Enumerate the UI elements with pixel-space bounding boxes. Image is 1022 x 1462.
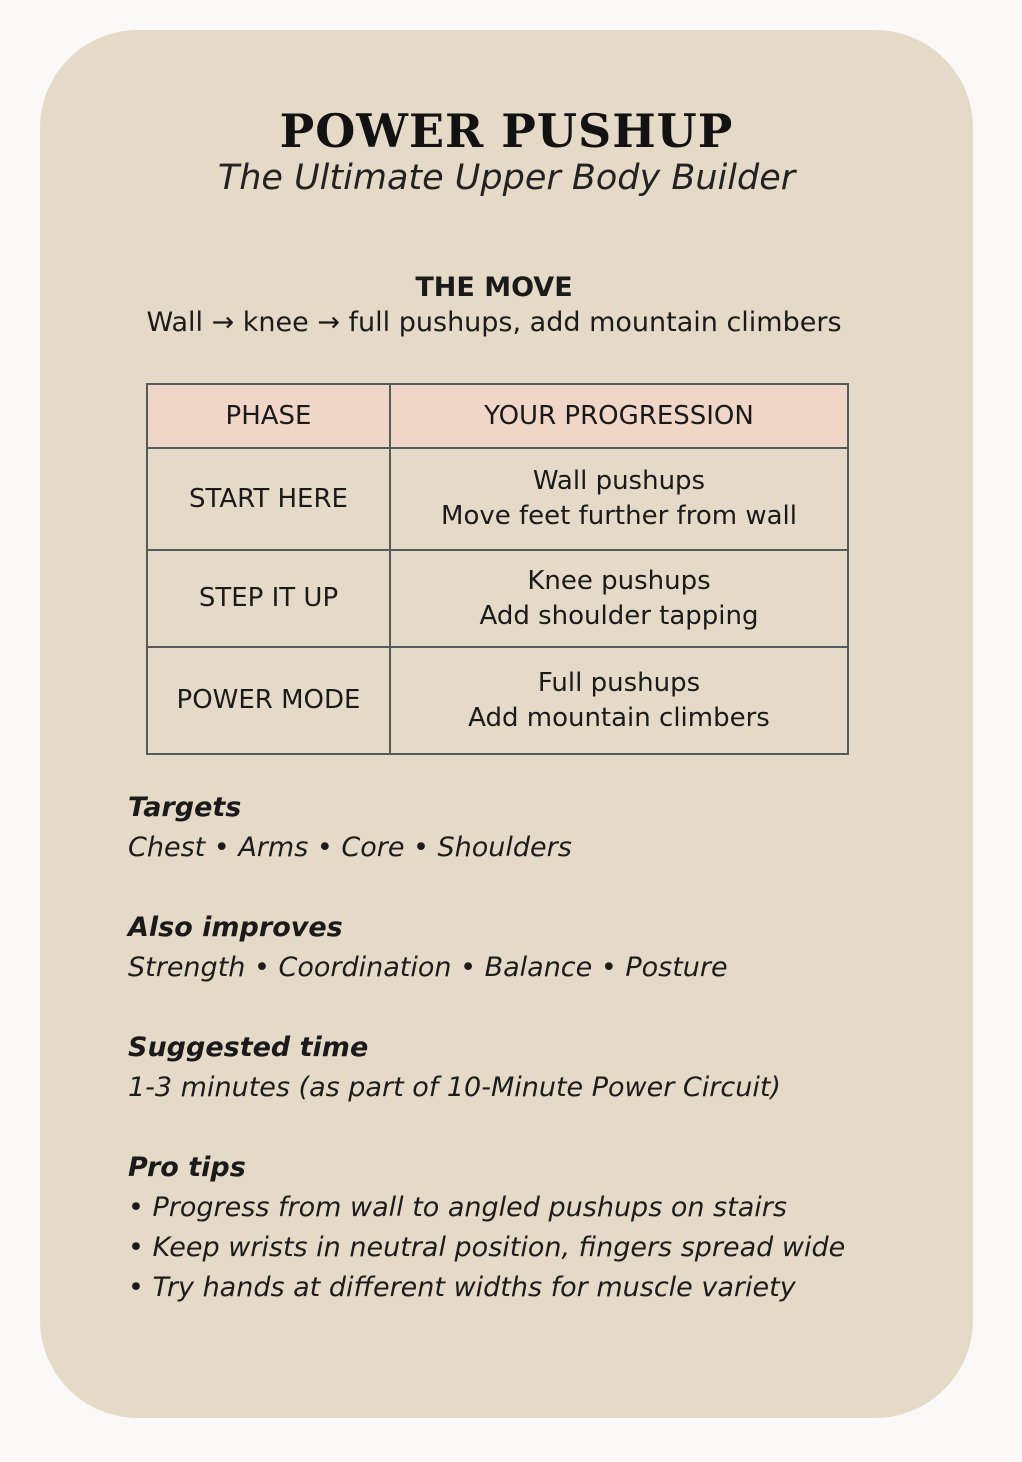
time-text: 1-3 minutes (as part of 10-Minute Power Circuit) (128, 1072, 781, 1103)
time-section (128, 1028, 781, 1108)
table-header-row (147, 384, 848, 448)
phase-cell: POWER MODE (147, 647, 390, 754)
progression-cell (390, 448, 848, 550)
phase-cell: STEP IT UP (147, 550, 390, 647)
targets-section (128, 788, 572, 868)
header-progression: YOUR PROGRESSION (390, 384, 848, 448)
table-row (147, 647, 848, 754)
progression-line: Add shoulder tapping (479, 600, 759, 631)
targets-heading: Targets (128, 792, 242, 823)
progression-line: Knee pushups (527, 565, 711, 596)
tips-heading: Pro tips (128, 1152, 246, 1183)
progression-table (146, 383, 849, 755)
tips-section (128, 1148, 845, 1308)
card-subtitle: The Ultimate Upper Body Builder (217, 158, 796, 198)
header-phase: PHASE (147, 384, 390, 448)
progression-line: Add mountain climbers (468, 702, 770, 733)
progression-line: Full pushups (537, 667, 701, 698)
move-description: Wall → knee → full pushups, add mountain climbers (146, 307, 842, 338)
table-row (147, 448, 848, 550)
improves-heading: Also improves (128, 912, 343, 943)
tip-item: • Keep wrists in neutral position, fingers spread wide (128, 1232, 846, 1263)
tip-item: • Try hands at different widths for muscle variety (128, 1272, 796, 1303)
targets-text: Chest • Arms • Core • Shoulders (128, 832, 572, 863)
move-heading: THE MOVE (415, 272, 573, 303)
progression-line: Wall pushups (532, 466, 706, 496)
phase-cell: START HERE (147, 448, 390, 550)
card-title: POWER PUSHUP (279, 104, 734, 158)
tip-item: • Progress from wall to angled pushups on stairs (128, 1192, 787, 1223)
time-heading: Suggested time (128, 1032, 369, 1063)
improves-text: Strength • Coordination • Balance • Posture (128, 952, 728, 983)
progression-cell (390, 647, 848, 754)
progression-line: Move feet further from wall (441, 501, 797, 531)
progression-cell (390, 550, 848, 647)
table-row (147, 550, 848, 647)
improves-section (128, 908, 728, 988)
